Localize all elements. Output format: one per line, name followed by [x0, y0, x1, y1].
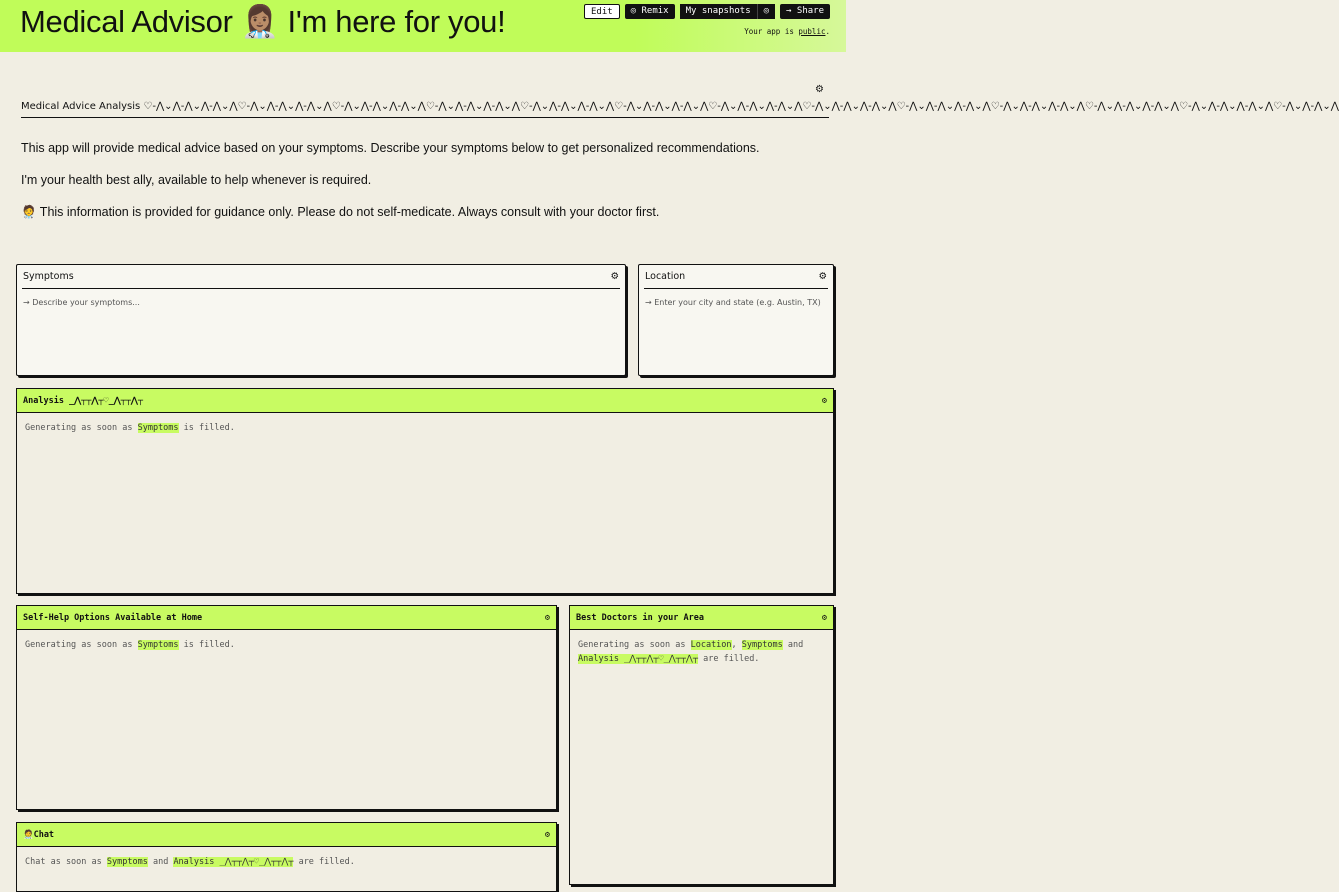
visibility-suffix: .: [825, 27, 830, 36]
doctors-status: [570, 630, 833, 674]
settings-icon[interactable]: ⚙: [544, 829, 550, 840]
status-text: Chat as soon as: [25, 857, 107, 867]
status-text: and: [147, 857, 174, 867]
symptoms-label: Symptoms: [23, 271, 74, 282]
status-text: ,: [731, 640, 742, 650]
status-text: is filled.: [178, 640, 235, 650]
dependency-tag: Analysis _⋀┬┬⋀┬♡_⋀┬┬⋀┬: [173, 857, 294, 867]
settings-icon[interactable]: ⚙: [818, 271, 827, 282]
status-text: Generating as soon as: [25, 640, 138, 650]
settings-icon[interactable]: ⚙: [821, 612, 827, 623]
chat-label: 🧑‍⚕️Chat: [23, 829, 55, 840]
selfhelp-status: [17, 630, 556, 660]
location-label: Location: [645, 271, 686, 282]
settings-icon[interactable]: ⚙: [610, 271, 619, 282]
camera-icon[interactable]: ◎: [758, 4, 775, 19]
section-title: Medical Advice Analysis ♡-⋀⌄⋀-⋀⌄⋀-⋀⌄⋀♡-⋀⌄⋀-⋀⌄⋀-⋀⌄⋀♡-⋀⌄⋀-⋀⌄⋀-⋀⌄⋀♡-⋀⌄⋀-⋀⌄⋀-⋀⌄⋀♡-⋀⌄⋀-⋀⌄⋀-⋀⌄⋀♡-⋀⌄⋀-⋀⌄⋀-⋀⌄⋀♡-⋀⌄⋀-⋀⌄⋀-⋀⌄⋀♡-⋀⌄⋀-⋀⌄⋀-⋀⌄⋀♡-⋀⌄⋀-⋀⌄⋀-⋀⌄⋀♡-⋀⌄⋀-⋀⌄⋀-⋀⌄⋀♡-⋀⌄⋀-⋀⌄⋀-⋀⌄⋀♡-⋀⌄⋀-⋀⌄⋀-⋀⌄⋀♡-⋀⌄⋀-⋀⌄⋀: [21, 101, 829, 118]
disclaimer-text: 🧑‍⚕️ This information is provided for guidance only. Please do not self-medicate. Always consult with your doctor first.: [21, 205, 660, 219]
selfhelp-label: Self-Help Options Available at Home: [23, 612, 203, 623]
visibility-prefix: Your app is: [744, 27, 799, 36]
analysis-status: [17, 413, 833, 443]
doctors-label: Best Doctors in your Area: [576, 612, 704, 623]
settings-icon[interactable]: ⚙: [544, 612, 550, 623]
app-title: Medical Advisor 👩🏽‍⚕️ I'm here for you!: [20, 4, 506, 39]
status-text: Generating as soon as: [578, 640, 691, 650]
share-button[interactable]: → Share: [780, 4, 830, 19]
dependency-tag: Symptoms: [137, 640, 179, 650]
dependency-tag: Location: [690, 640, 732, 650]
status-text: is filled.: [178, 423, 235, 433]
symptoms-card: [16, 264, 626, 376]
settings-icon[interactable]: ⚙: [815, 84, 824, 95]
remix-button[interactable]: ◎ Remix: [625, 4, 675, 19]
dependency-tag: Symptoms: [741, 640, 783, 650]
analysis-card: [16, 388, 834, 594]
dependency-tag: Symptoms: [106, 857, 148, 867]
chat-status: [17, 847, 556, 877]
location-input[interactable]: → Enter your city and state (e.g. Austin, TX): [645, 298, 821, 307]
ally-text: I'm your health best ally, available to help whenever is required.: [21, 173, 372, 187]
settings-icon[interactable]: ⚙: [821, 395, 827, 406]
my-snapshots-button[interactable]: My snapshots: [680, 4, 757, 19]
chat-card: [16, 822, 557, 892]
public-link[interactable]: public: [798, 27, 826, 36]
status-text: Generating as soon as: [25, 423, 138, 433]
selfhelp-card: [16, 605, 557, 810]
symptoms-input[interactable]: → Describe your symptoms...: [23, 298, 140, 307]
edit-button[interactable]: Edit: [584, 4, 620, 19]
analysis-label: Analysis _⋀┬┬⋀┬♡_⋀┬┬⋀┬: [23, 395, 144, 406]
status-text: and: [782, 640, 804, 650]
visibility-note: [744, 27, 830, 36]
location-card: [638, 264, 834, 376]
status-text: are filled.: [293, 857, 355, 867]
dependency-tag: Analysis _⋀┬┬⋀┬♡_⋀┬┬⋀┬: [578, 654, 699, 664]
app-header: [0, 0, 846, 52]
intro-text: This app will provide medical advice based on your symptoms. Describe your symptoms below to get personalized recommendations.: [21, 141, 760, 155]
status-text: are filled.: [698, 654, 760, 664]
doctors-card: [569, 605, 834, 885]
snapshots-group: [680, 4, 775, 19]
dependency-tag: Symptoms: [137, 423, 179, 433]
